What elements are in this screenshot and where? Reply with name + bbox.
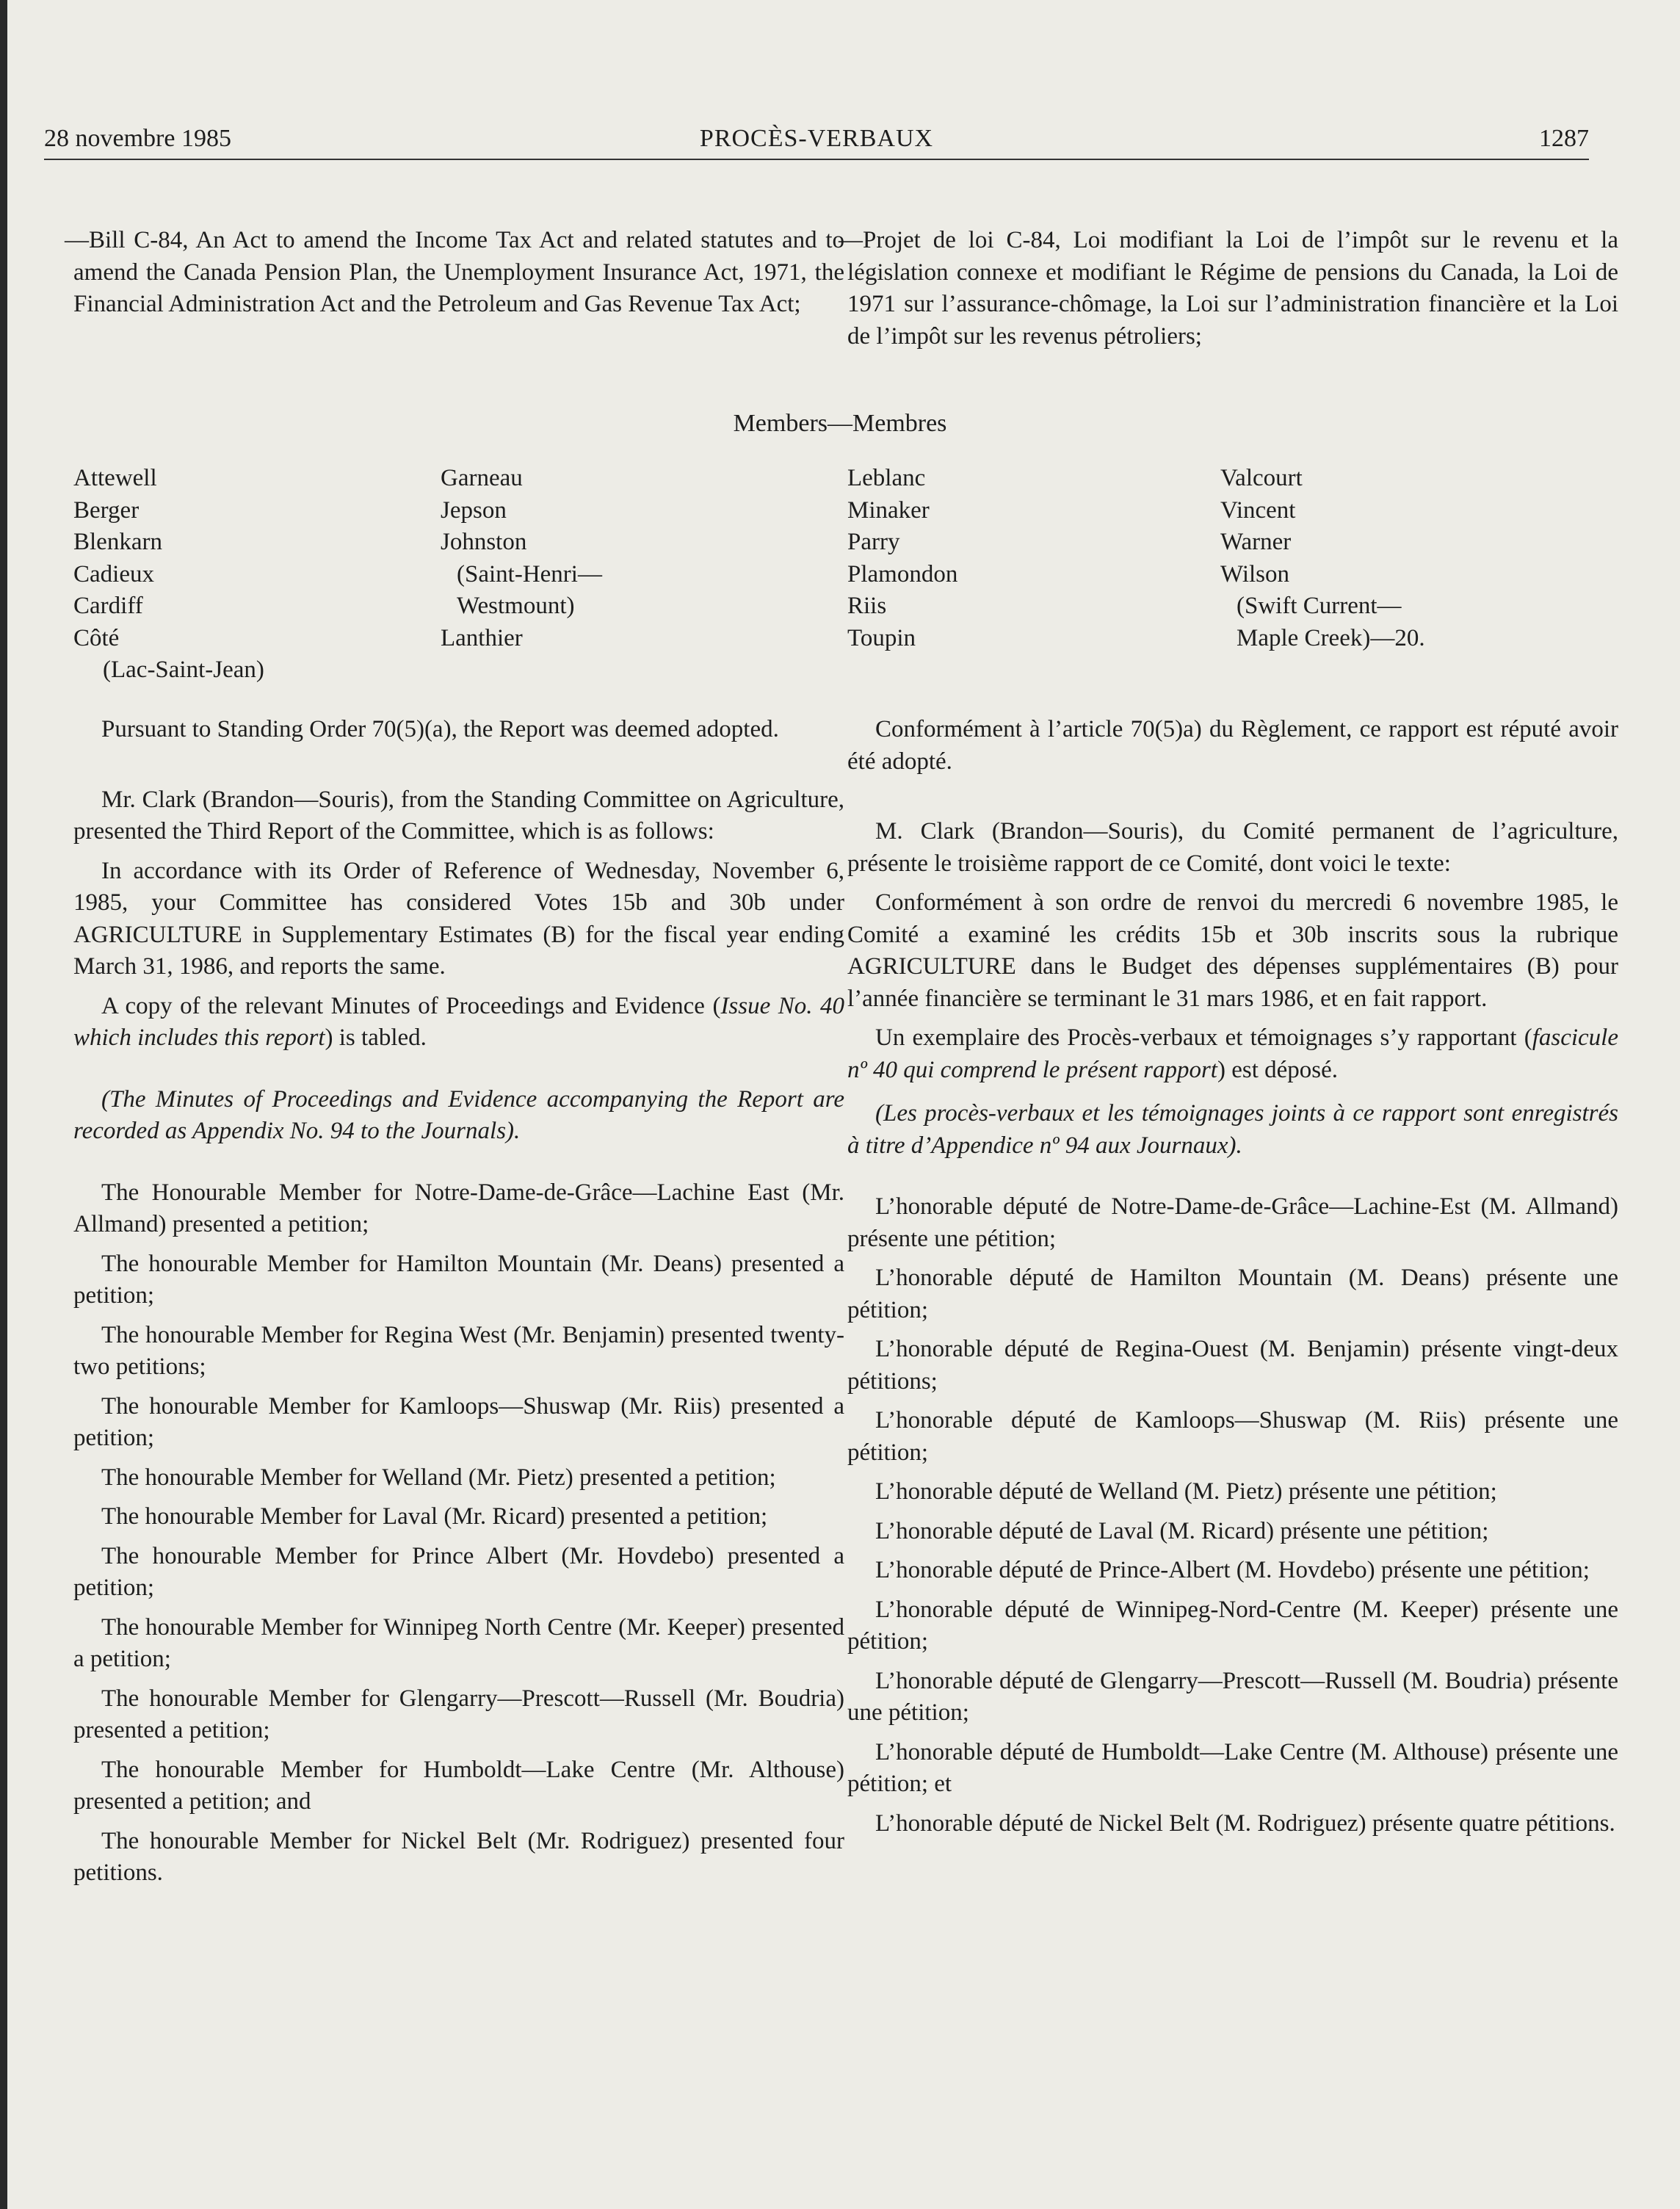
petition-item: L’honorable député de Prince-Albert (M. Hovdebo) présente une pétition; [875,1557,1590,1583]
committee-report-en: In accordance with its Order of Reference of Wednesday, November 6, 1985, your Committee has considered Votes 15b and 30b under AGRICULTURE in Supplementary Estimates (B) for the fiscal year ending March 31, 1986, and reports the same. [73,857,844,980]
member-riding: Maple Creek)—20. [1237,624,1425,651]
report-adopted-fr: Conformément à l’article 70(5)a) du Règlement, ce rapport est réputé avoir été adopté. [847,716,1618,775]
petition-item: The Honourable Member for Notre-Dame-de-Grâce—Lachine East (Mr. Allmand) presented a petition; [73,1179,844,1237]
page-binding-edge [0,0,7,2209]
petition-item: The honourable Member for Nickel Belt (Mr. Rodriguez) presented four petitions. [73,1827,844,1886]
member-name: Berger [73,496,140,524]
petition-item: L’honorable député de Welland (M. Pietz) présente une pétition; [875,1478,1497,1505]
header-page-number: 1287 [1539,125,1589,152]
member-riding: (Lac-Saint-Jean) [103,657,264,683]
members-heading: Members—Membres [733,410,947,437]
petitions-list-en [73,1177,844,1890]
member-name: Wilson [1220,560,1290,588]
petition-item: L’honorable député de Humboldt—Lake Centre (M. Althouse) présente une pétition; et [847,1738,1618,1797]
appendix-note-en: (The Minutes of Proceedings and Evidence accompanying the Report are recorded as Appendix No. 94 to the Journals). [73,1085,844,1144]
petition-item: The honourable Member for Glengarry—Prescott—Russell (Mr. Boudria) presented a petition; [73,1685,844,1743]
copy-tabled-fr: Un exemplaire des Procès-verbaux et témoignages s’y rapportant (fascicule nº 40 qui comprend le présent rapport) est déposé. [847,1024,1618,1083]
petition-item: L’honorable député de Notre-Dame-de-Grâce—Lachine-Est (M. Allmand) présente une pétition; [847,1193,1618,1252]
member-name: Blenkarn [73,529,162,555]
member-name: Cardiff [73,593,143,619]
member-name: Warner [1220,529,1292,555]
member-name: Vincent [1220,496,1296,524]
header-rule [44,159,1589,160]
member-name: Parry [847,529,900,555]
member-name: Attewell [73,465,157,491]
petition-item: The honourable Member for Hamilton Mountain (Mr. Deans) presented a petition; [73,1250,844,1309]
petition-item: The honourable Member for Laval (Mr. Ricard) presented a petition; [101,1503,768,1530]
header-title: PROCÈS-VERBAUX [699,125,934,152]
petition-item: The honourable Member for Prince Albert (Mr. Hovdebo) presented a petition; [73,1542,844,1601]
member-name: Toupin [847,624,916,651]
bill-fr: —Projet de loi C-84, Loi modifiant la Loi de l’impôt sur le revenu et la législation connexe et modifiant le Régime de pensions du Canada, la Loi de 1971 sur l’assurance-chômage, la Loi sur l’administration financière et la Loi de l’impôt sur les revenus pétroliers; [839,227,1618,350]
member-name: Minaker [847,496,930,524]
petition-item: The honourable Member for Regina West (Mr. Benjamin) presented twenty-two petitions; [73,1321,844,1380]
member-name: Plamondon [847,560,958,588]
member-name: Johnston [441,529,527,555]
member-name: Valcourt [1220,465,1303,491]
member-riding: (Swift Current— [1237,593,1402,619]
petition-item: L’honorable député de Kamloops—Shuswap (M. Riis) présente une pétition; [847,1407,1618,1466]
petition-item: L’honorable député de Nickel Belt (M. Rodriguez) présente quatre pétitions. [875,1810,1615,1837]
header-date: 28 novembre 1985 [44,125,231,152]
petition-item: L’honorable député de Winnipeg-Nord-Centre (M. Keeper) présente une pétition; [847,1596,1618,1655]
petition-item: The honourable Member for Humboldt—Lake Centre (Mr. Althouse) presented a petition; and [73,1756,844,1815]
member-name: Leblanc [847,465,926,491]
petitions-list-fr [847,1191,1618,1840]
member-name: Cadieux [73,560,154,588]
petition-item: The honourable Member for Welland (Mr. Pietz) presented a petition; [101,1464,776,1491]
member-riding: Westmount) [457,593,575,619]
committee-report-fr: Conformément à son ordre de renvoi du mercredi 6 novembre 1985, le Comité a examiné les crédits 15b et 30b inscrits sous la rubrique AGRICULTURE dans le Budget des dépenses supplémentaires (B) pour l’année financière se terminant le 31 mars 1986, et en fait rapport. [847,889,1618,1012]
members-column-2 [441,463,602,654]
members-column-1 [73,463,264,687]
report-adopted-en: Pursuant to Standing Order 70(5)(a), the Report was deemed adopted. [101,716,779,742]
members-column-3 [847,463,957,654]
member-riding: (Saint-Henri— [457,560,602,588]
member-name: Jepson [441,496,507,524]
member-name: Côté [73,624,120,651]
left-column-body [73,714,844,1890]
copy-tabled-en: A copy of the relevant Minutes of Proceedings and Evidence (Issue No. 40 which includes this report) is tabled. [73,992,844,1051]
member-name: Garneau [441,465,523,491]
petition-item: The honourable Member for Kamloops—Shuswap (Mr. Riis) presented a petition; [73,1392,844,1451]
petition-item: L’honorable député de Laval (M. Ricard) présente une pétition; [875,1517,1489,1544]
petition-item: The honourable Member for Winnipeg North Centre (Mr. Keeper) presented a petition; [73,1613,844,1672]
petition-item: L’honorable député de Regina-Ouest (M. Benjamin) présente vingt-deux pétitions; [847,1336,1618,1395]
appendix-note-fr: (Les procès-verbaux et les témoignages joints à ce rapport sont enregistrés à titre d’Appendice nº 94 aux Journaux). [847,1100,1618,1159]
petition-item: L’honorable député de Hamilton Mountain (M. Deans) présente une pétition; [847,1265,1618,1323]
clark-report-intro-en: Mr. Clark (Brandon—Souris), from the Standing Committee on Agriculture, presented the Third Report of the Committee, which is as follows: [73,786,844,845]
bill-en: —Bill C-84, An Act to amend the Income Tax Act and related statutes and to amend the Canada Pension Plan, the Unemployment Insurance Act, 1971, the Financial Administration Act and the Petroleum and Gas Revenue Tax Act; [65,227,844,317]
clark-report-intro-fr: M. Clark (Brandon—Souris), du Comité permanent de l’agriculture, présente le troisième rapport de ce Comité, dont voici le texte: [847,818,1618,877]
page-header [44,125,1589,160]
right-column-body [847,714,1618,1840]
member-name: Riis [847,593,887,619]
bill-fr-block [839,225,1618,352]
member-name: Lanthier [441,624,523,651]
members-column-4 [1220,463,1425,654]
bill-en-block [65,225,844,321]
petition-item: L’honorable député de Glengarry—Prescott—Russell (M. Boudria) présente une pétition; [847,1667,1618,1726]
